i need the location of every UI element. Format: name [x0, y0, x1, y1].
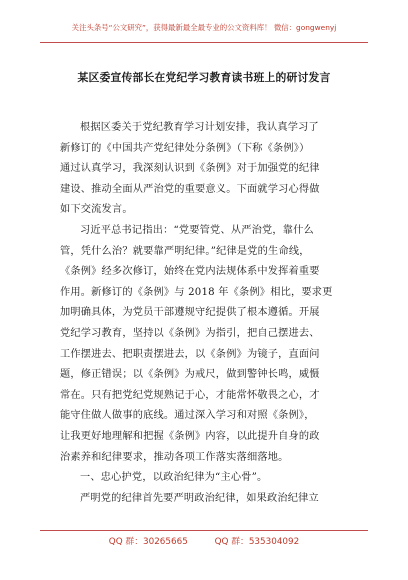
body-line: 加明确具体，为党员干部遵规守纪提供了根本遵循。开展: [60, 307, 320, 319]
footer-divider: [40, 530, 368, 531]
document-title: 某区委宣传部长在党纪学习教育读书班上的研讨发言: [77, 71, 331, 84]
body-line: 能守住做人做事的底线。通过深入学习和对照《条例》，: [60, 410, 315, 422]
qq-group-1: QQ 群：30265665: [108, 537, 188, 547]
header-banner: 关注头条号“公文研究”，获得最新最全最专业的公文资料库！ 微信：gongwenyj: [71, 23, 337, 32]
body-line: 常在。只有把党纪党规熟记于心，才能常怀敬畏之心，才: [60, 389, 320, 401]
body-line: 让我更好地理解和把握《条例》内容，以此提升自身的政: [60, 430, 320, 442]
section-heading: 一、忠心护党，以政治纪律为“主心骨”。: [80, 472, 268, 484]
body-line: 工作摆进去、把职责摆进去，以《条例》为镜子，直面问: [60, 348, 320, 360]
body-line: 《条例》经多次修订，始终在党内法规体系中发挥着重要: [60, 266, 320, 278]
body-line: 题，修正错误；以《条例》为戒尺，做到警钟长鸣，威慑: [60, 369, 320, 381]
body-line: 党纪学习教育，坚持以《条例》为指引，把自己摆进去、: [60, 327, 320, 339]
body-line: 管，凭什么治？就要靠严明纪律。”纪律是党的生命线，: [60, 245, 310, 257]
body-line: 作用。新修订的《条例》与 2018 年《条例》相比，要求更: [60, 286, 333, 298]
body-line: 通过认真学习，我深刻认识到《条例》对于加强党的纪律: [60, 163, 320, 175]
body-line: 根据区委关于党纪教育学习计划安排，我认真学习了: [80, 122, 319, 133]
document-body: [60, 118, 360, 509]
body-line: 建设、推动全面从严治党的重要意义。下面就学习心得做: [60, 183, 320, 195]
body-line: 新修订的《中国共产党纪律处分条例》（下称《条例》）: [60, 142, 310, 154]
body-line: 治素养和纪律要求，推动各项工作落实落细落地。: [60, 451, 289, 463]
footer-contact: [40, 534, 368, 547]
body-line: 如下交流发言。: [60, 204, 133, 216]
header-divider: [40, 42, 368, 43]
body-line: 严明党的纪律首先要严明政治纪律，如果政治纪律立: [80, 492, 319, 504]
qq-group-2: QQ 群：535304092: [214, 537, 300, 547]
body-line: 习近平总书记指出：“党要管党、从严治党，靠什么: [80, 224, 314, 236]
